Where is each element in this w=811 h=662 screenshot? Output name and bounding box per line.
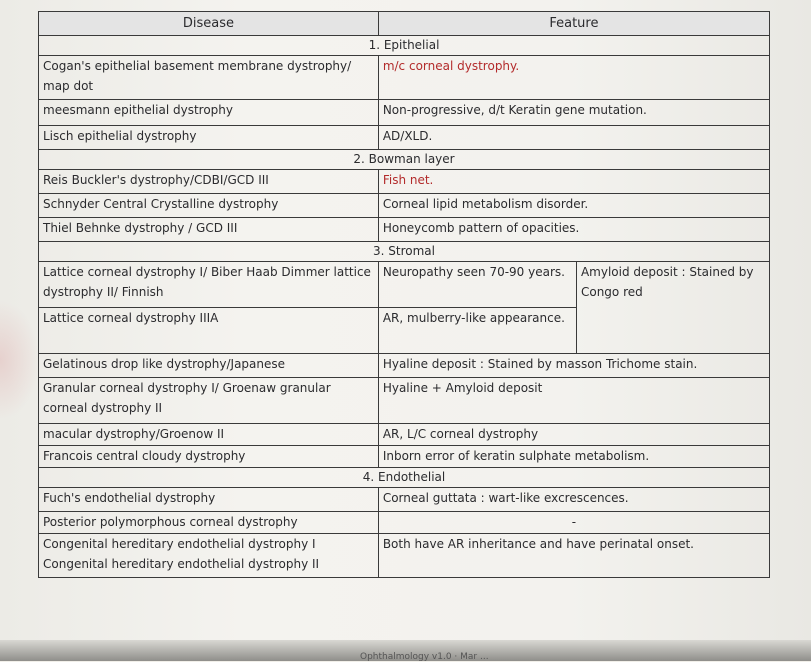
section-endothelial: 4. Endothelial bbox=[39, 468, 770, 488]
feature-note-cell: Amyloid deposit : Stained by Congo red bbox=[576, 262, 769, 354]
feature-cell: AR, mulberry-like appearance. bbox=[378, 308, 576, 354]
table-row bbox=[39, 170, 770, 194]
table-row bbox=[39, 378, 770, 424]
disease-cell: Gelatinous drop like dystrophy/Japanese bbox=[39, 354, 379, 378]
disease-cell: macular dystrophy/Groenow II bbox=[39, 424, 379, 446]
disease-cell: Thiel Behnke dystrophy / GCD III bbox=[39, 218, 379, 242]
table-row bbox=[39, 126, 770, 150]
table-row bbox=[39, 194, 770, 218]
table-row bbox=[39, 354, 770, 378]
section-epithelial: 1. Epithelial bbox=[39, 36, 770, 56]
table-row bbox=[39, 488, 770, 512]
feature-cell: Neuropathy seen 70-90 years. bbox=[378, 262, 576, 308]
feature-cell: - bbox=[378, 512, 769, 534]
table-header-row bbox=[39, 12, 770, 36]
disease-cell: Cogan's epithelial basement membrane dystrophy/ map dot bbox=[39, 56, 379, 100]
table-row bbox=[39, 512, 770, 534]
feature-cell: Inborn error of keratin sulphate metabolism. bbox=[378, 446, 769, 468]
disease-cell: Congenital hereditary endothelial dystrophy I Congenital hereditary endothelial dystrophy II bbox=[39, 534, 379, 578]
table-row bbox=[39, 218, 770, 242]
feature-cell: Both have AR inheritance and have perinatal onset. bbox=[378, 534, 769, 578]
disease-cell: meesmann epithelial dystrophy bbox=[39, 100, 379, 126]
table-row bbox=[39, 100, 770, 126]
disease-cell: Lattice corneal dystrophy I/ Biber Haab Dimmer lattice dystrophy II/ Finnish bbox=[39, 262, 379, 308]
section-row bbox=[39, 36, 770, 56]
feature-cell: AD/XLD. bbox=[378, 126, 769, 150]
feature-cell: Honeycomb pattern of opacities. bbox=[378, 218, 769, 242]
disease-cell: Posterior polymorphous corneal dystrophy bbox=[39, 512, 379, 534]
disease-cell: Reis Buckler's dystrophy/CDBI/GCD III bbox=[39, 170, 379, 194]
feature-cell: AR, L/C corneal dystrophy bbox=[378, 424, 769, 446]
page-tint bbox=[0, 300, 40, 420]
page-footer: Ophthalmology v1.0 · Mar ... bbox=[360, 652, 489, 662]
table-row bbox=[39, 534, 770, 578]
disease-cell: Granular corneal dystrophy I/ Groenaw granular corneal dystrophy II bbox=[39, 378, 379, 424]
header-feature: Feature bbox=[378, 12, 769, 36]
dystrophy-table bbox=[38, 11, 770, 578]
feature-cell: Hyaline + Amyloid deposit bbox=[378, 378, 769, 424]
feature-cell: m/c corneal dystrophy. bbox=[378, 56, 769, 100]
feature-cell: Hyaline deposit : Stained by masson Trichome stain. bbox=[378, 354, 769, 378]
table-row bbox=[39, 56, 770, 100]
table-row bbox=[39, 424, 770, 446]
feature-cell: Corneal lipid metabolism disorder. bbox=[378, 194, 769, 218]
section-row bbox=[39, 242, 770, 262]
feature-cell: Non-progressive, d/t Keratin gene mutation. bbox=[378, 100, 769, 126]
header-disease: Disease bbox=[39, 12, 379, 36]
section-row bbox=[39, 150, 770, 170]
section-row bbox=[39, 468, 770, 488]
table-row bbox=[39, 262, 770, 308]
section-stromal: 3. Stromal bbox=[39, 242, 770, 262]
disease-cell: Fuch's endothelial dystrophy bbox=[39, 488, 379, 512]
disease-cell: Lattice corneal dystrophy IIIA bbox=[39, 308, 379, 354]
table-row bbox=[39, 446, 770, 468]
section-bowman: 2. Bowman layer bbox=[39, 150, 770, 170]
feature-cell: Fish net. bbox=[378, 170, 769, 194]
feature-cell: Corneal guttata : wart-like excrescences. bbox=[378, 488, 769, 512]
disease-cell: Francois central cloudy dystrophy bbox=[39, 446, 379, 468]
disease-cell: Schnyder Central Crystalline dystrophy bbox=[39, 194, 379, 218]
disease-cell: Lisch epithelial dystrophy bbox=[39, 126, 379, 150]
